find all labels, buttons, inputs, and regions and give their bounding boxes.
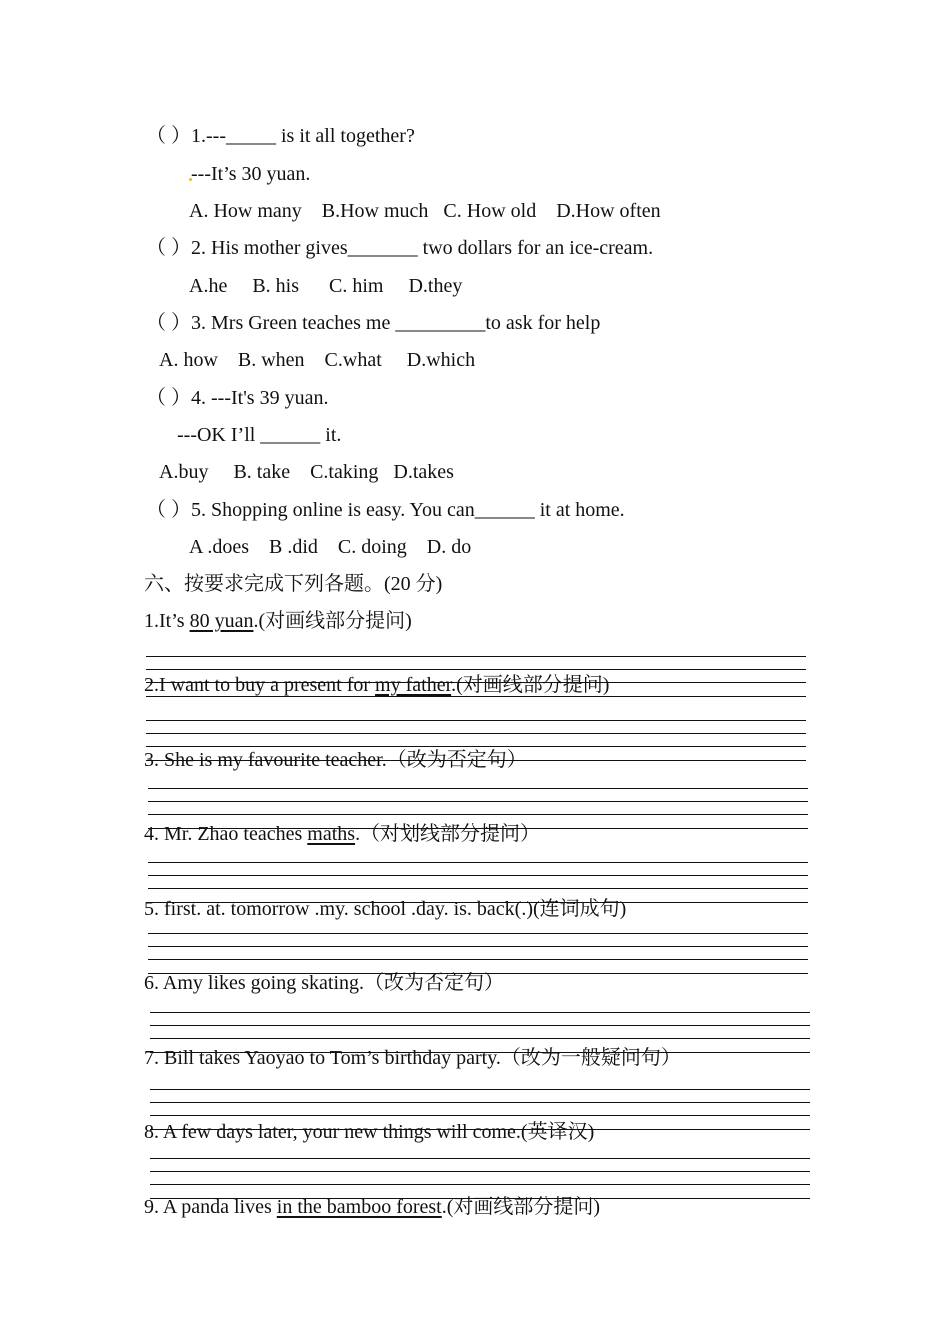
answer-line — [148, 946, 808, 947]
answer-line — [150, 1038, 810, 1039]
q3-options: A. how B. when C.what D.which — [159, 349, 476, 371]
answer-line — [146, 733, 806, 734]
answer-line — [150, 1102, 810, 1103]
answer-line — [148, 973, 808, 974]
answer-line — [150, 1198, 810, 1199]
q1-options: A. How many B.How much C. How old D.How often — [189, 200, 661, 222]
q5-options: A .does B .did C. doing D. do — [189, 536, 472, 558]
answer-line — [148, 801, 808, 802]
answer-line — [148, 788, 808, 789]
rewrite-item-3: 3. She is my favourite teacher.（改为否定句） — [144, 749, 527, 771]
answer-line — [148, 862, 808, 863]
q4-reply: ---OK I’ll ______ it. — [177, 424, 342, 446]
q4-options: A.buy B. take C.taking D.takes — [159, 461, 454, 483]
answer-line — [148, 933, 808, 934]
answer-line — [150, 1012, 810, 1013]
q5-stem: （ ）5. Shopping online is easy. You can______ it at home. — [146, 499, 625, 521]
answer-line — [146, 682, 806, 683]
rewrite-item-6: 6. Amy likes going skating.（改为否定句） — [144, 972, 504, 994]
answer-line — [146, 760, 806, 761]
rewrite-item-8: 8. A few days later, your new things will come.(英译汉) — [144, 1121, 595, 1143]
q1-reply: ---It’s 30 yuan. — [191, 163, 311, 185]
rewrite-item-4: 4. Mr. Zhao teaches maths.（对划线部分提问） — [144, 823, 541, 845]
rewrite-item-2: 2.I want to buy a present for my father.(对画线部分提问) — [144, 674, 610, 696]
answer-line — [150, 1089, 810, 1090]
answer-line — [146, 696, 806, 697]
rewrite-item-5: 5. first. at. tomorrow .my. school .day. is. back(.)(连词成句) — [144, 898, 627, 920]
answer-line — [146, 746, 806, 747]
answer-line — [146, 656, 806, 657]
answer-line — [148, 814, 808, 815]
rewrite-item-7: 7. Bill takes Yaoyao to Tom’s birthday party.（改为一般疑问句） — [144, 1047, 681, 1069]
q4-stem: （ ）4. ---It's 39 yuan. — [146, 387, 329, 409]
answer-line — [150, 1158, 810, 1159]
q2-stem: （ ）2. His mother gives_______ two dollars for an ice-cream. — [146, 237, 654, 259]
rewrite-item-9: 9. A panda lives in the bamboo forest.(对画线部分提问) — [144, 1196, 601, 1218]
answer-line — [146, 720, 806, 721]
answer-line — [148, 875, 808, 876]
answer-line — [148, 828, 808, 829]
section6-heading: 六、按要求完成下列各题。(20 分) — [144, 573, 443, 595]
answer-line — [150, 1171, 810, 1172]
answer-line — [150, 1052, 810, 1053]
answer-line — [150, 1129, 810, 1130]
answer-line — [148, 959, 808, 960]
answer-line — [150, 1025, 810, 1026]
rewrite-item-1: 1.It’s 80 yuan.(对画线部分提问) — [144, 610, 412, 632]
q1-stem: （ ）1.---_____ is it all together? — [146, 125, 415, 147]
answer-line — [150, 1184, 810, 1185]
q3-stem: （ ）3. Mrs Green teaches me _________to ask for help — [146, 312, 601, 334]
answer-line — [150, 1115, 810, 1116]
answer-line — [148, 902, 808, 903]
answer-line — [148, 888, 808, 889]
q2-options: A.he B. his C. him D.they — [189, 275, 463, 297]
answer-line — [146, 669, 806, 670]
